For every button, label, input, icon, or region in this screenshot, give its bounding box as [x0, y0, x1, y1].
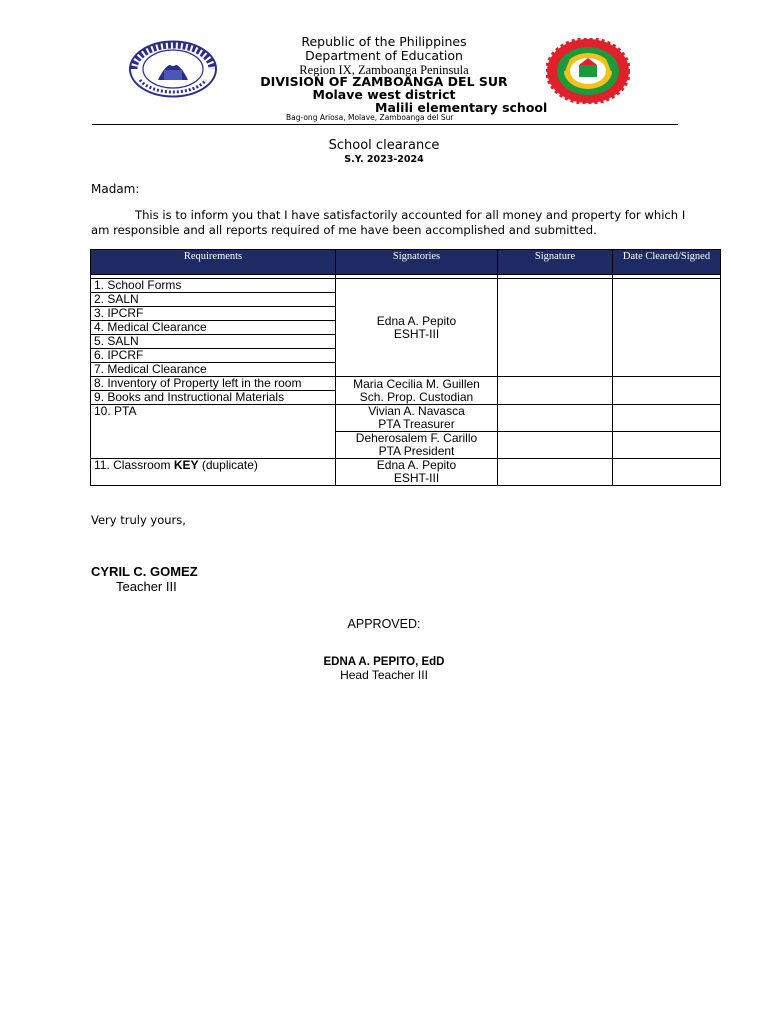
- signatory-title: PTA President: [378, 444, 455, 458]
- table-row: [91, 377, 721, 391]
- signature-cell: [498, 432, 613, 459]
- requirement-text: 11. Classroom: [94, 458, 174, 472]
- header-address: Bag-ong Ariosa, Molave, Zamboanga del Sur: [286, 113, 454, 122]
- requirement-cell: [91, 459, 336, 486]
- signatory-cell: [336, 279, 498, 377]
- requirement-cell: 8. Inventory of Property left in the room: [91, 377, 336, 391]
- requirement-cell: 10. PTA: [91, 405, 336, 459]
- date-cell: [613, 405, 721, 432]
- signature-cell: [498, 279, 613, 377]
- signatory-title: ESHT-III: [393, 326, 440, 341]
- signature-cell: [498, 459, 613, 486]
- approver-position: Head Teacher III: [340, 668, 428, 682]
- requirement-cell: 6. IPCRF: [91, 349, 336, 363]
- signatory-cell: [336, 432, 498, 459]
- header-division: DIVISION OF ZAMBOANGA DEL SUR: [260, 74, 508, 89]
- salutation: Madam:: [91, 182, 140, 196]
- header-divider: [92, 124, 678, 125]
- table-row: [91, 405, 721, 432]
- document-title: School clearance: [328, 138, 440, 153]
- signatory-title: Sch. Prop. Custodian: [359, 389, 474, 404]
- date-cell: [613, 377, 721, 405]
- requirement-cell: 4. Medical Clearance: [91, 321, 336, 335]
- signatory-cell: [336, 405, 498, 432]
- date-cell: [613, 279, 721, 377]
- signatory-title: ESHT-III: [393, 471, 440, 485]
- header-department: Department of Education: [305, 48, 463, 63]
- signatory-name: Edna A. Pepito: [376, 458, 457, 472]
- approved-label: APPROVED:: [347, 617, 421, 631]
- signatory-name: Deherosalem F. Carillo: [355, 431, 478, 445]
- header-signatories: Signatories: [336, 250, 498, 275]
- requirement-cell: 5. SALN: [91, 335, 336, 349]
- header-date: Date Cleared/Signed: [613, 250, 721, 275]
- table-row: [91, 279, 721, 293]
- requirement-suffix: (duplicate): [198, 458, 258, 472]
- header-requirements: Requirements: [91, 250, 336, 275]
- closing-text: Very truly yours,: [91, 513, 186, 527]
- signatory-name: Maria Cecilia M. Guillen: [353, 376, 480, 391]
- teacher-position: Teacher III: [116, 579, 177, 594]
- signature-cell: [498, 377, 613, 405]
- teacher-name: CYRIL C. GOMEZ: [91, 564, 198, 579]
- header-signature: Signature: [498, 250, 613, 275]
- signatory-name: Vivian A. Navasca: [368, 404, 465, 418]
- date-cell: [613, 432, 721, 459]
- header-region: Region IX, Zamboanga Peninsula: [299, 63, 469, 77]
- signatory-cell: [336, 459, 498, 486]
- signatory-cell: [336, 377, 498, 405]
- table-row: [91, 459, 721, 486]
- signatory-name: Edna A. Pepito: [376, 313, 457, 328]
- clearance-table: [90, 249, 721, 486]
- table-header-row: [91, 250, 721, 275]
- header-republic: Republic of the Philippines: [301, 34, 467, 49]
- body-paragraph: This is to inform you that I have satisfactorily accounted for all money and property for which I am responsible and all reports required of me have been accomplished and submitted.: [91, 208, 686, 237]
- date-cell: [613, 459, 721, 486]
- requirement-cell: 1. School Forms: [91, 279, 336, 293]
- signature-cell: [498, 405, 613, 432]
- requirement-cell: 2. SALN: [91, 293, 336, 307]
- school-year: S.Y. 2023-2024: [344, 154, 424, 165]
- requirement-cell: 3. IPCRF: [91, 307, 336, 321]
- approver-name: EDNA A. PEPITO, EdD: [323, 656, 445, 668]
- header-school-name: Malili elementary school: [375, 100, 548, 115]
- header-district: Molave west district: [312, 87, 456, 102]
- requirement-cell: 7. Medical Clearance: [91, 363, 336, 377]
- signatory-title: PTA Treasurer: [378, 417, 455, 431]
- requirement-cell: 9. Books and Instructional Materials: [91, 391, 336, 405]
- requirement-key-emphasis: KEY: [173, 458, 199, 472]
